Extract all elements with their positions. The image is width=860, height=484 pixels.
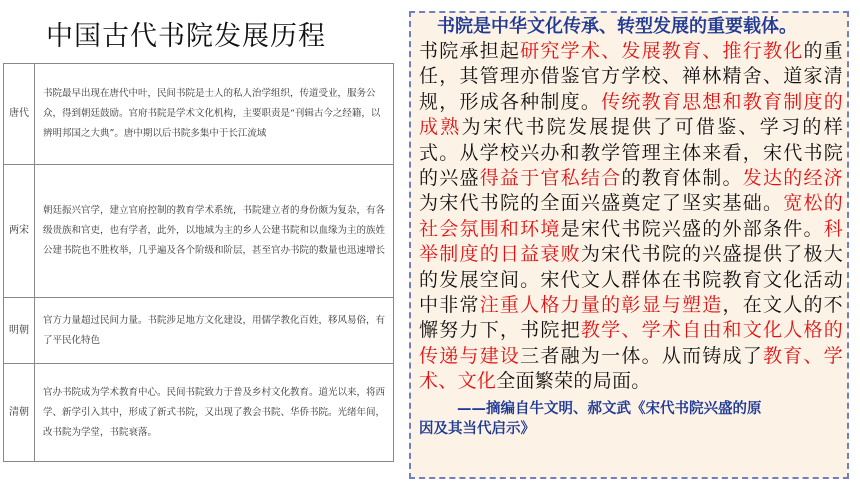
description-cell: 官办书院成为学术教育中心。民间书院致力于普及乡村文化教育。道光以来，将西学、新学引入其中，形成了新式书院，又出现了教会书院、华侨书院。光绪年间，改书院为学堂，书院衰落。 [35,364,394,462]
table-row [4,298,394,364]
body-text: 为宋代书院发展提供了可借鉴、学习的样式。从学校兴办和教学管理主体来看，宋代书院的兴盛 [419,116,843,190]
highlighted-phrase: 教学、学术自由和文化人格的传递与建设 [419,319,844,367]
body-text: 是宋代书院兴盛的外部条件。 [560,217,824,240]
description-cell: 朝廷振兴官学，建立官府控制的教育学术系统，书院建立者的身份颇为复杂，有各级贵族和官吏，也有学者，此外，以地域为主的乡人公建书院和以血缘为主的族姓公建书院也不胜枚举，几乎遍及各个阶级和阶层，甚至官办书院的数量也迅速增长 [35,165,394,298]
history-table [3,63,394,462]
highlighted-phrase: 得益于官私结合 [479,167,622,190]
body-text: 全面繁荣的局面。 [496,370,651,393]
body-text: 的教育体制。 [621,167,743,190]
body-text: 三者融为一体。从而铸成了 [520,344,763,367]
highlighted-phrase: 宽松的社会氛围和环境 [419,192,844,240]
table-row [4,64,394,165]
table-row [4,364,394,462]
highlighted-phrase: 研究学术、发展教育、推行教化 [520,40,804,62]
highlighted-phrase: 注重人格力量的彰显与塑造 [479,294,723,317]
body-text: 为宋代书院的全面兴盛奠定了坚实基础。 [419,192,784,215]
source-line-2: 因及其当代启示》 [419,420,535,437]
quote-box [409,11,849,479]
body-text: ，在文人的不懈努力下，书院把 [419,294,843,342]
table-row [4,165,394,298]
quote-body [419,39,843,395]
description-cell: 官方力量超过民间力量。书院涉足地方文化建设，用儒学教化百姓，移风易俗，有了平民化特色 [35,298,394,364]
era-cell: 清朝 [4,364,35,462]
quote-heading: 书院是中华文化传承、转型发展的重要载体。 [437,16,797,37]
body-text: 书院承担起 [419,40,521,62]
body-text: 的重任，其管理亦借鉴官方学校、禅林精舍、道家清规，形成各种制度。 [419,40,843,113]
description-cell: 书院最早出现在唐代中叶，民间书院是士人的私人治学组织，传道受业，服务公众，得到朝廷鼓励。官府书院是学术文化机构，主要职责是“刊辑古今之经籍，以辨明邦国之大典”。唐中期以后书院多集中于长江流域 [35,64,394,165]
era-cell: 明朝 [4,298,35,364]
highlighted-phrase: 科举制度的日益衰败 [419,217,843,266]
body-text: 为宋代书院的兴盛提供了极大的发展空间。宋代文人群体在书院教育文化活动中非常 [419,243,844,317]
highlighted-phrase: 教育、学术、文化 [419,344,843,393]
page-title: 中国古代书院发展历程 [46,21,326,52]
era-cell: 两宋 [4,165,35,298]
quote-source [419,399,843,439]
highlighted-phrase: 传统教育思想和教育制度的成熟 [419,90,844,139]
source-line-1: ——摘编自牛文明、郝文武《宋代书院兴盛的原 [457,400,762,417]
highlighted-phrase: 发达的经济 [742,167,843,190]
era-cell: 唐代 [4,64,35,165]
